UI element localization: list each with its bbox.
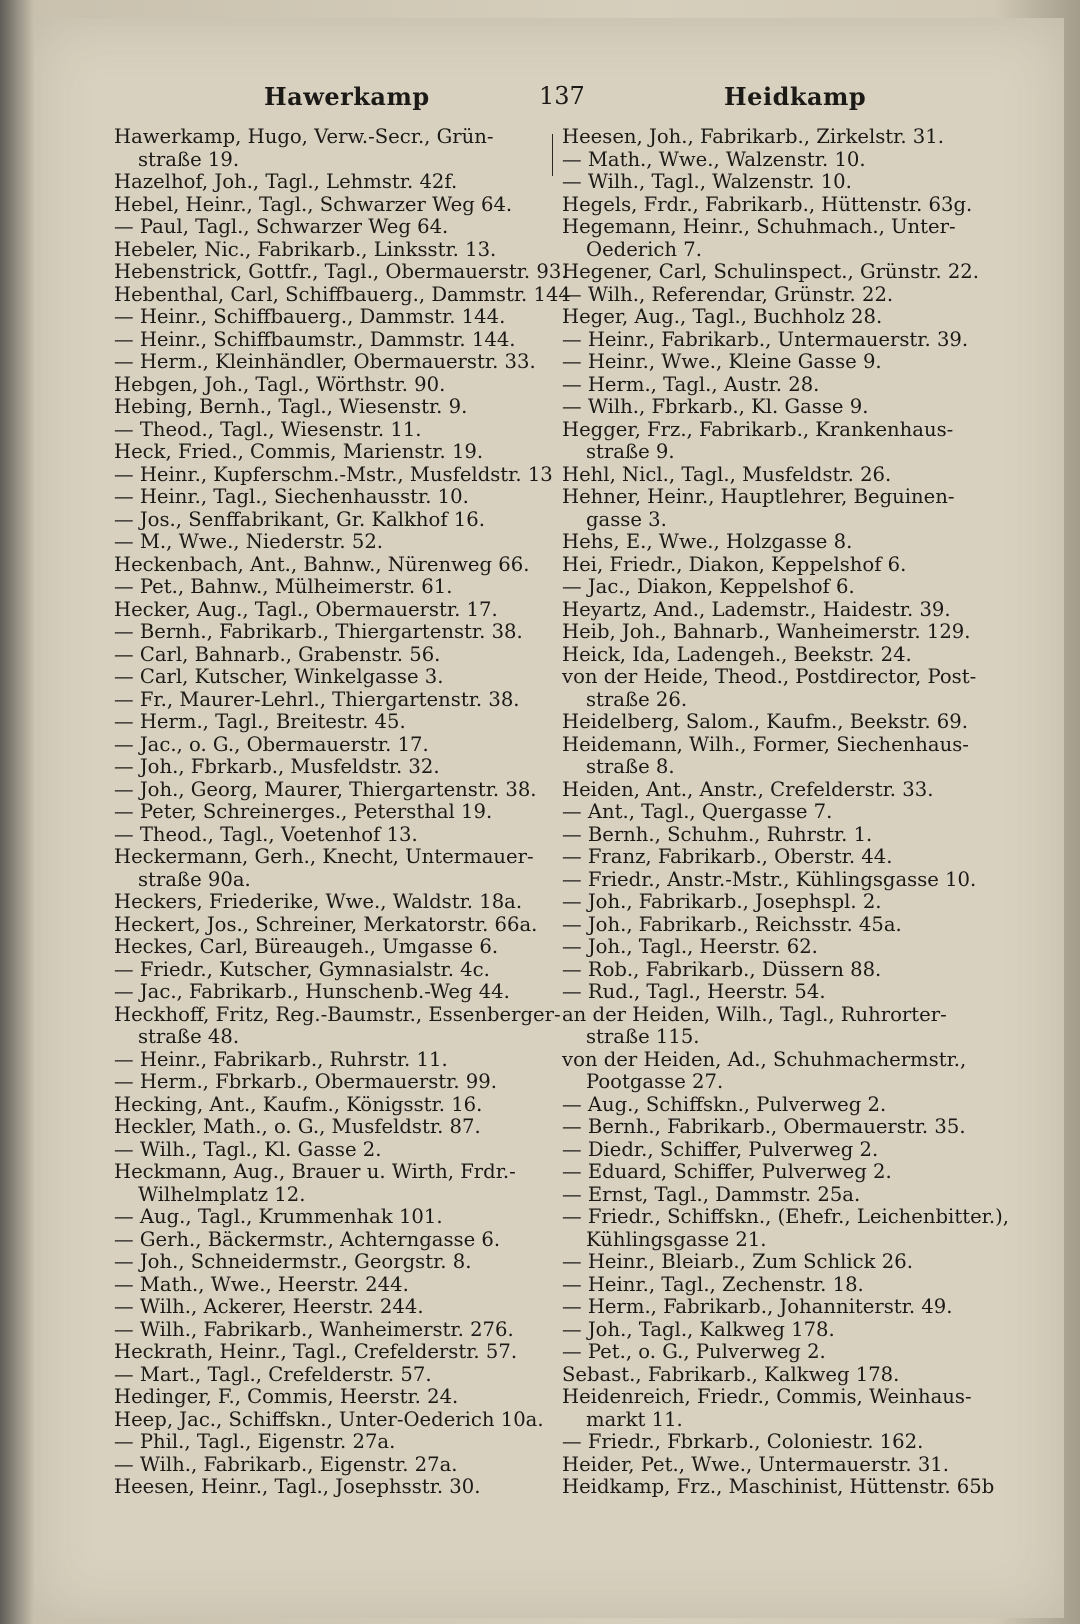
- directory-entry: [114, 599, 546, 622]
- entry-text: Hebeler, Nic., Fabrikarb., Linksstr. 13.: [114, 237, 497, 261]
- right-column: [562, 126, 1012, 1499]
- directory-entry: [562, 531, 1012, 554]
- entry-text: — Rob., Fabrikarb., Düssern 88.: [562, 957, 882, 981]
- entry-text: Hegener, Carl, Schulinspect., Grünstr. 22.: [562, 260, 979, 283]
- directory-entry: [562, 1454, 1012, 1477]
- directory-entry: [114, 824, 546, 847]
- entry-continuation: straße 19.: [138, 147, 240, 171]
- entry-text: Heesen, Heinr., Tagl., Josephsstr. 30.: [114, 1475, 481, 1498]
- directory-entry: [562, 666, 1012, 711]
- entry-text: — Wilh., Tagl., Walzenstr. 10.: [562, 170, 852, 193]
- entry-text: — Theod., Tagl., Wiesenstr. 11.: [114, 417, 422, 441]
- entry-text: Heyartz, And., Lademstr., Haidestr. 39.: [562, 597, 951, 621]
- directory-entry: [114, 1229, 546, 1252]
- entry-text: — Ant., Tagl., Quergasse 7.: [562, 800, 833, 823]
- left-keyword: Hawerkamp: [264, 82, 430, 111]
- directory-entry: [562, 486, 1012, 531]
- directory-entry: [114, 734, 546, 757]
- entry-text: — Joh., Tagl., Kalkweg 178.: [562, 1317, 835, 1341]
- entry-continuation: straße 9.: [586, 440, 675, 463]
- directory-entry: [114, 1341, 546, 1364]
- directory-entry: [114, 351, 546, 374]
- directory-entry: [562, 1476, 1012, 1499]
- directory-entry: [114, 1409, 546, 1432]
- column-divider: [552, 134, 553, 176]
- entry-text: — Gerh., Bäckermstr., Achterngasse 6.: [114, 1227, 501, 1251]
- entry-text: — Wilh., Ackerer, Heerstr. 244.: [114, 1295, 424, 1318]
- directory-entry: [562, 936, 1012, 959]
- directory-entry: [114, 846, 546, 891]
- entry-text: — Heinr., Wwe., Kleine Gasse 9.: [562, 350, 882, 373]
- directory-entry: [114, 1116, 546, 1139]
- directory-entry: [562, 981, 1012, 1004]
- entry-continuation: straße 90a.: [138, 867, 251, 891]
- entry-continuation: straße 115.: [586, 1025, 700, 1048]
- entry-text: Heger, Aug., Tagl., Buchholz 28.: [562, 305, 883, 328]
- directory-entry: [114, 260, 568, 284]
- entry-text: Heider, Pet., Wwe., Untermauerstr. 31.: [562, 1452, 949, 1476]
- entry-text: — Herm., Tagl., Austr. 28.: [562, 372, 820, 396]
- directory-entry: [114, 756, 546, 779]
- directory-entry: [114, 576, 546, 599]
- directory-entry: [114, 531, 546, 554]
- entry-text: — Fr., Maurer-Lehrl., Thiergartenstr. 38.: [114, 687, 520, 711]
- directory-entry: [562, 1094, 1012, 1117]
- directory-entry: [114, 1454, 546, 1477]
- directory-entry: [114, 621, 546, 644]
- entry-text: Heidelberg, Salom., Kaufm., Beekstr. 69.: [562, 710, 968, 733]
- entry-text: Hehner, Heinr., Hauptlehrer, Beguinen-: [562, 485, 955, 508]
- entry-text: — Pet., o. G., Pulverweg 2.: [562, 1340, 826, 1363]
- directory-entry: [114, 171, 546, 194]
- directory-entry: [562, 1431, 1012, 1454]
- entry-text: — Joh., Fbrkarb., Musfeldstr. 32.: [114, 755, 440, 778]
- entry-text: Heiden, Ant., Anstr., Crefelderstr. 33.: [562, 777, 934, 801]
- directory-entry: [562, 621, 1012, 644]
- entry-text: — Joh., Georg, Maurer, Thiergartenstr. 38.: [114, 777, 537, 801]
- entry-text: — Diedr., Schiffer, Pulverweg 2.: [562, 1137, 879, 1161]
- directory-entry: [562, 171, 1012, 194]
- entry-text: — Pet., Bahnw., Mülheimerstr. 61.: [114, 575, 453, 598]
- entry-text: Heckes, Carl, Büreaugeh., Umgasse 6.: [114, 935, 499, 958]
- entry-text: — Friedr., Anstr.-Mstr., Kühlingsgasse 10.: [562, 867, 977, 891]
- directory-entry: [114, 1139, 546, 1162]
- entry-text: — Bernh., Fabrikarb., Thiergartenstr. 38.: [114, 620, 523, 643]
- entry-text: — Paul, Tagl., Schwarzer Weg 64.: [114, 215, 449, 238]
- directory-entry: [562, 554, 1012, 577]
- entry-text: — Heinr., Tagl., Siechenhausstr. 10.: [114, 485, 469, 508]
- directory-entry: [562, 1319, 1012, 1342]
- entry-text: — Heinr., Fabrikarb., Ruhrstr. 11.: [114, 1047, 448, 1071]
- directory-entry: [114, 374, 546, 397]
- directory-entry: [114, 1319, 546, 1342]
- entry-text: von der Heiden, Ad., Schuhmachermstr.,: [562, 1047, 967, 1071]
- directory-entry: [114, 126, 546, 171]
- entry-text: Heckers, Friederike, Wwe., Waldstr. 18a.: [114, 890, 523, 913]
- directory-entry: [562, 1274, 1012, 1297]
- entry-text: Heckmann, Aug., Brauer u. Wirth, Frdr.-: [114, 1160, 516, 1183]
- directory-entry: [562, 734, 1012, 779]
- directory-entry: [114, 959, 546, 982]
- entry-text: — Jos., Senffabrikant, Gr. Kalkhof 16.: [114, 507, 485, 531]
- entry-text: — Herm., Fbrkarb., Obermauerstr. 99.: [114, 1070, 497, 1093]
- entry-text: — Wilh., Referendar, Grünstr. 22.: [562, 282, 894, 306]
- entry-continuation: straße 48.: [138, 1025, 240, 1048]
- entry-text: — Carl, Kutscher, Winkelgasse 3.: [114, 665, 444, 688]
- entry-text: — Jac., Fabrikarb., Hunschenb.-Weg 44.: [114, 980, 510, 1003]
- entry-text: Hebenstrick, Gottfr., Tagl., Obermauerstr. 93.: [114, 260, 568, 283]
- entry-text: — M., Wwe., Niederstr. 52.: [114, 530, 384, 553]
- directory-entry: [562, 914, 1012, 937]
- entry-continuation: Kühlingsgasse 21.: [586, 1227, 767, 1251]
- directory-entry: [114, 1386, 546, 1409]
- entry-text: Hebgen, Joh., Tagl., Wörthstr. 90.: [114, 372, 446, 396]
- directory-entry: [114, 666, 546, 689]
- entry-text: Hei, Friedr., Diakon, Keppelshof 6.: [562, 552, 907, 576]
- entry-text: — Joh., Schneidermstr., Georgstr. 8.: [114, 1250, 472, 1273]
- entry-text: — Friedr., Fbrkarb., Coloniestr. 162.: [562, 1430, 924, 1453]
- directory-entry: [562, 599, 1012, 622]
- directory-entry: [114, 216, 546, 239]
- entry-text: Hebing, Bernh., Tagl., Wiesenstr. 9.: [114, 395, 468, 418]
- entry-text: Hebel, Heinr., Tagl., Schwarzer Weg 64.: [114, 192, 513, 216]
- entry-text: — Jac., Diakon, Keppelshof 6.: [562, 575, 855, 598]
- directory-entry: [114, 1161, 546, 1206]
- directory-entry: [114, 801, 546, 824]
- directory-entry: [114, 462, 553, 487]
- entry-text: Heckler, Math., o. G., Musfeldstr. 87.: [114, 1115, 481, 1138]
- entry-text: — Wilh., Fabrikarb., Wanheimerstr. 276.: [114, 1317, 514, 1341]
- entry-text: Hawerkamp, Hugo, Verw.-Secr., Grün-: [114, 125, 494, 148]
- entry-text: — Franz, Fabrikarb., Oberstr. 44.: [562, 845, 893, 868]
- directory-entry: [114, 1002, 561, 1049]
- directory-page: [34, 18, 1064, 1618]
- entry-text: Heckert, Jos., Schreiner, Merkatorstr. 66a.: [114, 912, 538, 936]
- entry-text: — Wilh., Fabrikarb., Eigenstr. 27a.: [114, 1452, 458, 1476]
- directory-entry: [114, 981, 546, 1004]
- directory-entry: [114, 1251, 546, 1274]
- entry-continuation: gasse 3.: [586, 507, 667, 531]
- entry-text: Heckhoff, Fritz, Reg.-Baumstr., Essenberger-: [114, 1002, 561, 1026]
- directory-entry: [562, 1161, 1012, 1184]
- entry-text: — Eduard, Schiffer, Pulverweg 2.: [562, 1160, 892, 1183]
- entry-text: — Math., Wwe., Heerstr. 244.: [114, 1272, 409, 1296]
- directory-entry: [562, 284, 1012, 307]
- entry-text: Heidenreich, Friedr., Commis, Weinhaus-: [562, 1385, 972, 1408]
- directory-entry: [562, 396, 1012, 419]
- entry-text: Heidkamp, Frz., Maschinist, Hüttenstr. 65b: [562, 1475, 995, 1498]
- directory-entry: [562, 1341, 1012, 1364]
- directory-entry: [114, 1476, 546, 1499]
- directory-entry: [114, 329, 546, 352]
- entry-text: — Heinr., Schiffbaumstr., Dammstr. 144.: [114, 327, 516, 351]
- entry-continuation: Pootgasse 27.: [586, 1070, 724, 1093]
- directory-entry: [562, 126, 1012, 149]
- entry-text: Heesen, Joh., Fabrikarb., Zirkelstr. 31.: [562, 125, 944, 148]
- directory-entry: [562, 351, 1012, 374]
- directory-entry: [114, 1274, 546, 1297]
- entry-text: Hedinger, F., Commis, Heerstr. 24.: [114, 1385, 459, 1408]
- directory-entry: [114, 936, 546, 959]
- entry-text: Hehl, Nicl., Tagl., Musfeldstr. 26.: [562, 462, 892, 486]
- directory-entry: [562, 194, 1012, 217]
- directory-entry: [562, 711, 1012, 734]
- directory-entry: [114, 194, 546, 217]
- directory-entry: [562, 419, 1012, 464]
- directory-entry: [562, 801, 1012, 824]
- entry-text: Heidemann, Wilh., Former, Siechenhaus-: [562, 732, 969, 756]
- entry-text: — Peter, Schreinerges., Petersthal 19.: [114, 800, 493, 823]
- directory-entry: [562, 1184, 1012, 1207]
- directory-entry: [114, 1364, 546, 1387]
- directory-entry: [114, 239, 546, 262]
- entry-text: — Rud., Tagl., Heerstr. 54.: [562, 980, 826, 1003]
- entry-text: Hecker, Aug., Tagl., Obermauerstr. 17.: [114, 597, 498, 621]
- directory-entry: [562, 1139, 1012, 1162]
- entry-text: — Herm., Fabrikarb., Johanniterstr. 49.: [562, 1295, 953, 1318]
- entry-text: Hazelhof, Joh., Tagl., Lehmstr. 42f.: [114, 170, 458, 193]
- directory-entry: [114, 486, 546, 509]
- entry-text: — Math., Wwe., Walzenstr. 10.: [562, 147, 866, 171]
- entry-text: Heib, Joh., Bahnarb., Wanheimerstr. 129.: [562, 620, 971, 643]
- entry-text: — Wilh., Fbrkarb., Kl. Gasse 9.: [562, 395, 869, 418]
- entry-text: — Heinr., Fabrikarb., Untermauerstr. 39.: [562, 327, 969, 351]
- directory-entry: [562, 149, 1012, 172]
- directory-entry: [562, 261, 1012, 284]
- directory-entry: [562, 891, 1012, 914]
- entry-text: — Aug., Schiffskn., Pulverweg 2.: [562, 1092, 887, 1116]
- directory-entry: [562, 779, 1012, 802]
- entry-text: — Wilh., Tagl., Kl. Gasse 2.: [114, 1137, 382, 1161]
- directory-entry: [114, 914, 546, 937]
- entry-continuation: straße 8.: [586, 755, 675, 778]
- entry-text: — Joh., Fabrikarb., Josephspl. 2.: [562, 890, 882, 913]
- entry-text: Heckermann, Gerh., Knecht, Untermauer-: [114, 845, 534, 868]
- directory-entry: [114, 711, 546, 734]
- directory-entry: [562, 329, 1012, 352]
- directory-entry: [114, 282, 571, 307]
- directory-entry: [562, 824, 1012, 847]
- directory-entry: [114, 306, 546, 329]
- directory-entry: [562, 959, 1012, 982]
- entry-text: — Heinr., Tagl., Zechenstr. 18.: [562, 1272, 864, 1296]
- entry-text: Hegels, Frdr., Fabrikarb., Hüttenstr. 63g.: [562, 192, 973, 216]
- entry-text: — Phil., Tagl., Eigenstr. 27a.: [114, 1430, 396, 1453]
- entry-text: — Heinr., Kupferschm.-Mstr., Musfeldstr. 13: [114, 462, 553, 486]
- left-column: [114, 125, 571, 1499]
- directory-entry: [114, 644, 546, 667]
- directory-entry: [114, 396, 546, 419]
- entry-text: Heep, Jac., Schiffskn., Unter-Oederich 10a.: [114, 1407, 544, 1431]
- entry-text: Hegger, Frz., Fabrikarb., Krankenhaus-: [562, 417, 954, 441]
- entry-text: — Heinr., Schiffbauerg., Dammstr. 144.: [114, 305, 506, 328]
- entry-continuation: Wilhelmplatz 12.: [138, 1182, 306, 1206]
- entry-text: — Herm., Tagl., Breitestr. 45.: [114, 710, 406, 733]
- right-keyword: Heidkamp: [724, 82, 867, 111]
- directory-entry: [562, 644, 1012, 667]
- entry-text: Heckrath, Heinr., Tagl., Crefelderstr. 57.: [114, 1340, 518, 1363]
- entry-continuation: straße 26.: [586, 687, 688, 711]
- entry-text: Hecking, Ant., Kaufm., Königsstr. 16.: [114, 1092, 483, 1116]
- entry-text: Sebast., Fabrikarb., Kalkweg 178.: [562, 1362, 900, 1386]
- entry-text: — Friedr., Kutscher, Gymnasialstr. 4c.: [114, 957, 490, 981]
- entry-text: — Heinr., Bleiarb., Zum Schlick 26.: [562, 1250, 913, 1273]
- entry-continuation: Oederich 7.: [586, 237, 702, 261]
- entry-text: — Jac., o. G., Obermauerstr. 17.: [114, 732, 429, 756]
- directory-entry: [562, 1004, 1012, 1049]
- directory-entry: [562, 1296, 1012, 1319]
- entry-text: — Bernh., Schuhm., Ruhrstr. 1.: [562, 822, 873, 846]
- entry-continuation: markt 11.: [586, 1407, 683, 1431]
- entry-text: — Friedr., Schiffskn., (Ehefr., Leichenbitter.),: [562, 1205, 1009, 1228]
- entry-text: — Joh., Fabrikarb., Reichsstr. 45a.: [562, 912, 902, 936]
- directory-entry: [114, 1296, 546, 1319]
- entry-text: Heck, Fried., Commis, Marienstr. 19.: [114, 440, 484, 463]
- directory-entry: [114, 509, 546, 532]
- directory-entry: [562, 1206, 1012, 1251]
- entry-text: — Mart., Tagl., Crefelderstr. 57.: [114, 1362, 432, 1386]
- page-number: 137: [539, 82, 585, 110]
- directory-entry: [562, 1251, 1012, 1274]
- entry-text: Hebenthal, Carl, Schiffbauerg., Dammstr. 144: [114, 282, 571, 306]
- directory-entry: [114, 689, 546, 712]
- directory-entry: [562, 1116, 1012, 1139]
- directory-entry: [562, 1386, 1012, 1431]
- directory-entry: [114, 554, 546, 577]
- directory-entry: [562, 374, 1012, 397]
- entry-text: — Carl, Bahnarb., Grabenstr. 56.: [114, 642, 441, 666]
- directory-entry: [562, 846, 1012, 869]
- directory-entry: [114, 1206, 546, 1229]
- directory-entry: [562, 1049, 1012, 1094]
- directory-entry: [114, 891, 546, 914]
- entry-text: Heckenbach, Ant., Bahnw., Nürenweg 66.: [114, 552, 530, 576]
- directory-entry: [562, 306, 1012, 329]
- entry-text: — Ernst, Tagl., Dammstr. 25a.: [562, 1182, 861, 1206]
- directory-entry: [114, 779, 546, 802]
- directory-entry: [114, 1094, 546, 1117]
- directory-entry: [114, 441, 546, 464]
- directory-entry: [114, 1049, 546, 1072]
- entry-text: — Aug., Tagl., Krummenhak 101.: [114, 1205, 443, 1228]
- directory-entry: [114, 419, 546, 442]
- entry-text: Hegemann, Heinr., Schuhmach., Unter-: [562, 215, 956, 238]
- page-header: [34, 82, 1064, 122]
- entry-text: Hehs, E., Wwe., Holzgasse 8.: [562, 530, 853, 553]
- entry-text: — Herm., Kleinhändler, Obermauerstr. 33.: [114, 350, 536, 373]
- directory-entry: [562, 216, 1012, 261]
- entry-text: — Joh., Tagl., Heerstr. 62.: [562, 935, 818, 958]
- directory-entry: [562, 869, 1012, 892]
- entry-text: Heick, Ida, Ladengeh., Beekstr. 24.: [562, 642, 912, 666]
- directory-entry: [562, 1364, 1012, 1387]
- entry-text: — Bernh., Fabrikarb., Obermauerstr. 35.: [562, 1115, 966, 1138]
- entry-text: — Theod., Tagl., Voetenhof 13.: [114, 822, 418, 846]
- directory-entry: [114, 1071, 546, 1094]
- entry-text: an der Heiden, Wilh., Tagl., Ruhrorter-: [562, 1002, 947, 1026]
- entry-text: von der Heide, Theod., Postdirector, Post-: [562, 665, 977, 688]
- directory-entry: [114, 1431, 546, 1454]
- directory-entry: [562, 576, 1012, 599]
- directory-entry: [562, 464, 1012, 487]
